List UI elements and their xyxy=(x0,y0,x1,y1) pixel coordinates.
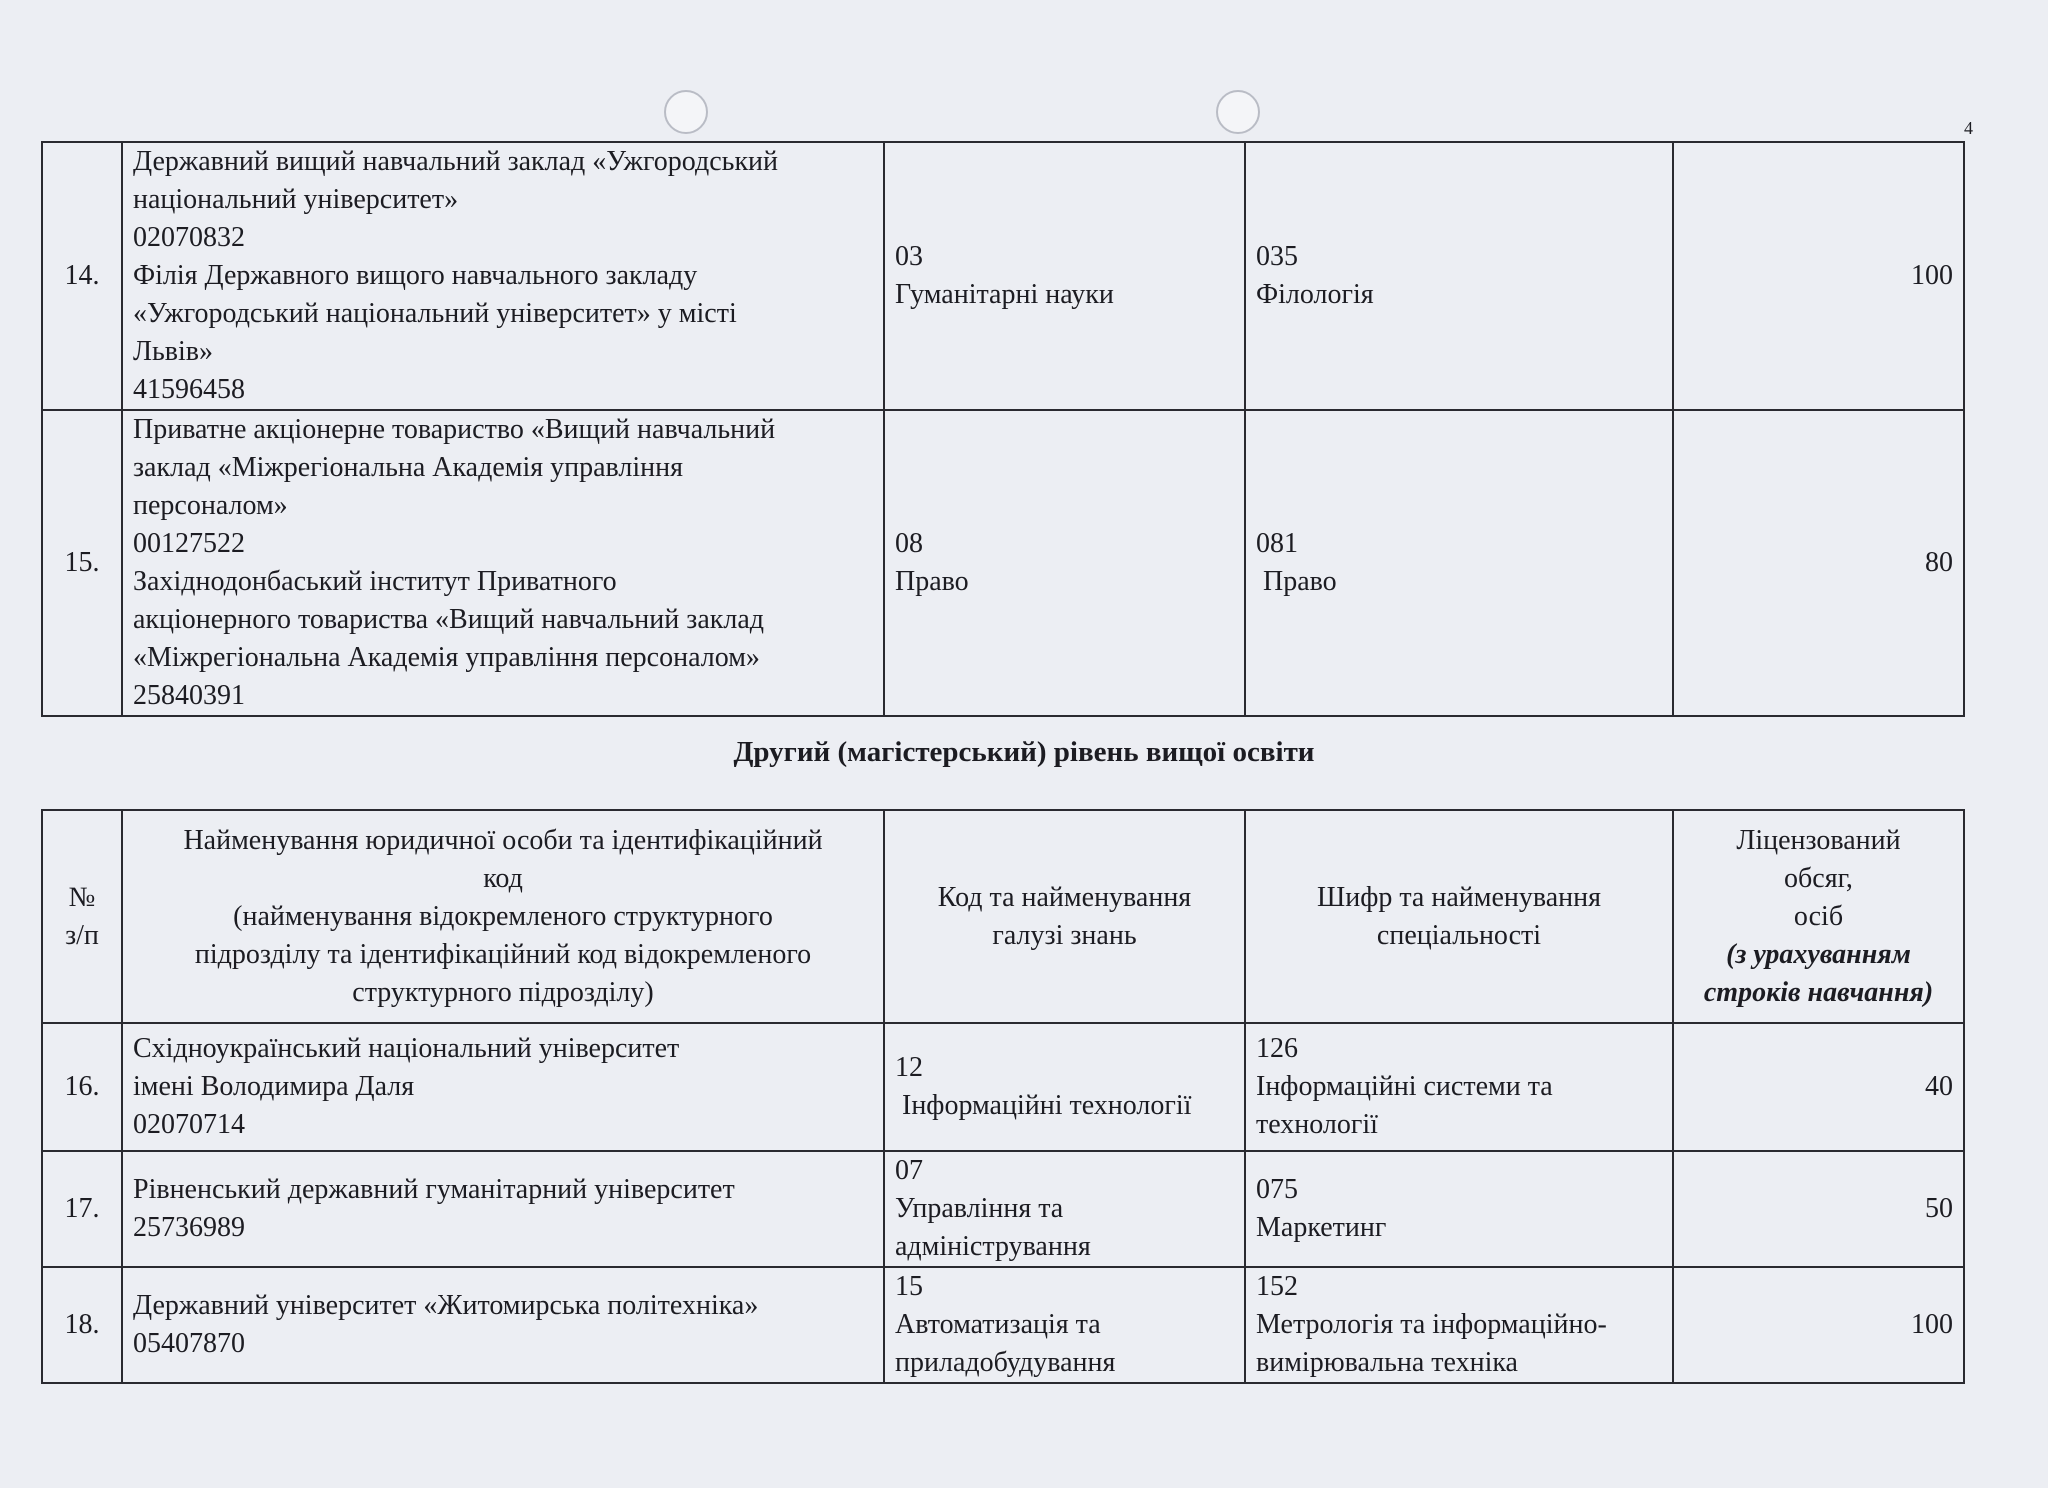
text-line: Західнодонбаський інститут Приватного xyxy=(133,566,617,597)
licensed-volume: 100 xyxy=(1673,142,1964,410)
table-row xyxy=(42,142,1964,410)
text-line: Рівненський державний гуманітарний університет xyxy=(133,1174,735,1205)
licensing-table-first-level xyxy=(41,141,1965,717)
table-row xyxy=(42,410,1964,716)
field-code: 03 xyxy=(895,241,923,272)
specialty-name: Право xyxy=(1256,566,1337,597)
institution-name xyxy=(122,142,884,410)
text-line: 02070714 xyxy=(133,1109,245,1140)
text-line: національний університет» xyxy=(133,184,459,215)
specialty-name: Метрологія та інформаційно- xyxy=(1256,1309,1607,1340)
field-name: Право xyxy=(895,566,969,597)
specialty-code: 152 xyxy=(1256,1271,1298,1302)
header-text: з/п xyxy=(65,919,99,951)
header-note: строків навчання) xyxy=(1703,976,1934,1008)
header-text: структурного підрозділу) xyxy=(352,976,654,1008)
specialty-code: 126 xyxy=(1256,1033,1298,1064)
licensing-table-master-level xyxy=(41,809,1965,1384)
text-line: 41596458 xyxy=(133,374,245,405)
table-header-row xyxy=(42,810,1964,1023)
text-line: «Міжрегіональна Академія управління персоналом» xyxy=(133,642,760,673)
section-title: Другий (магістерський) рівень вищої освіти xyxy=(733,736,1315,768)
page-number: 4 xyxy=(1964,118,1973,138)
specialty-name: вимірювальна техніка xyxy=(1256,1347,1518,1378)
punch-hole-left xyxy=(664,90,708,134)
institution-name xyxy=(122,1267,884,1383)
table-row xyxy=(42,1151,1964,1267)
row-number: 17. xyxy=(42,1151,122,1267)
specialty-code: 081 xyxy=(1256,528,1298,559)
punch-hole-right xyxy=(1216,90,1260,134)
header-text: код xyxy=(483,862,523,894)
header-number xyxy=(42,810,122,1023)
text-line: заклад «Міжрегіональна Академія управління xyxy=(133,452,684,483)
header-volume xyxy=(1673,810,1964,1023)
specialty xyxy=(1245,142,1673,410)
header-text: Шифр та найменування xyxy=(1316,881,1602,913)
header-text: спеціальності xyxy=(1376,919,1542,951)
field-name: адміністрування xyxy=(895,1231,1091,1262)
field-name: Інформаційні технології xyxy=(895,1090,1192,1121)
header-text: обсяг, xyxy=(1784,862,1853,894)
row-number: 16. xyxy=(42,1023,122,1151)
field-name: Автоматизація та xyxy=(895,1309,1101,1340)
text-line: персоналом» xyxy=(133,490,288,521)
licensed-volume: 80 xyxy=(1673,410,1964,716)
header-text: галузі знань xyxy=(992,919,1137,951)
text-line: Приватне акціонерне товариство «Вищий навчальний xyxy=(133,414,776,445)
text-line: 00127522 xyxy=(133,528,245,559)
text-line: Східноукраїнський національний університет xyxy=(133,1033,680,1064)
specialty xyxy=(1245,410,1673,716)
text-line: Державний університет «Житомирська політехніка» xyxy=(133,1290,759,1321)
institution-name xyxy=(122,1023,884,1151)
specialty-name: Інформаційні системи та xyxy=(1256,1071,1553,1102)
field-name: Управління та xyxy=(895,1193,1064,1224)
table-row xyxy=(42,1023,1964,1151)
header-text: осіб xyxy=(1793,900,1844,932)
table-row xyxy=(42,1267,1964,1383)
field-code: 07 xyxy=(895,1155,923,1186)
knowledge-field xyxy=(884,410,1245,716)
specialty-code: 035 xyxy=(1256,241,1298,272)
specialty xyxy=(1245,1023,1673,1151)
header-text: № xyxy=(68,881,96,913)
text-line: акціонерного товариства «Вищий навчальний заклад xyxy=(133,604,764,635)
header-note: (з урахуванням xyxy=(1726,938,1911,970)
institution-name xyxy=(122,1151,884,1267)
header-text: підрозділу та ідентифікаційний код відокремленого xyxy=(194,938,812,970)
text-line: 02070832 xyxy=(133,222,245,253)
licensed-volume: 100 xyxy=(1673,1267,1964,1383)
knowledge-field xyxy=(884,142,1245,410)
text-line: Державний вищий навчальний заклад «Ужгородський xyxy=(133,146,779,177)
knowledge-field xyxy=(884,1023,1245,1151)
text-line: «Ужгородський національний університет» у місті xyxy=(133,298,737,329)
knowledge-field xyxy=(884,1151,1245,1267)
header-specialty xyxy=(1245,810,1673,1023)
field-code: 12 xyxy=(895,1052,923,1083)
field-code: 15 xyxy=(895,1271,923,1302)
header-field xyxy=(884,810,1245,1023)
row-number: 15. xyxy=(42,410,122,716)
field-name: Гуманітарні науки xyxy=(895,279,1114,310)
row-number: 18. xyxy=(42,1267,122,1383)
licensed-volume: 40 xyxy=(1673,1023,1964,1151)
licensed-volume: 50 xyxy=(1673,1151,1964,1267)
text-line: 25736989 xyxy=(133,1212,245,1243)
header-name xyxy=(122,810,884,1023)
text-line: 05407870 xyxy=(133,1328,245,1359)
header-text: (найменування відокремленого структурного xyxy=(233,900,773,932)
institution-name xyxy=(122,410,884,716)
specialty xyxy=(1245,1267,1673,1383)
header-text: Ліцензований xyxy=(1736,824,1901,856)
row-number: 14. xyxy=(42,142,122,410)
text-line: Львів» xyxy=(133,336,213,367)
header-text: Найменування юридичної особи та ідентифікаційний xyxy=(183,824,823,856)
specialty-code: 075 xyxy=(1256,1174,1298,1205)
specialty xyxy=(1245,1151,1673,1267)
field-name: приладобудування xyxy=(895,1347,1116,1378)
field-code: 08 xyxy=(895,528,923,559)
knowledge-field xyxy=(884,1267,1245,1383)
text-line: 25840391 xyxy=(133,680,245,711)
text-line: імені Володимира Даля xyxy=(133,1071,415,1102)
text-line: Філія Державного вищого навчального закладу xyxy=(133,260,698,291)
specialty-name: технології xyxy=(1256,1109,1378,1140)
specialty-name: Філологія xyxy=(1256,279,1374,310)
specialty-name: Маркетинг xyxy=(1256,1212,1387,1243)
header-text: Код та найменування xyxy=(937,881,1192,913)
